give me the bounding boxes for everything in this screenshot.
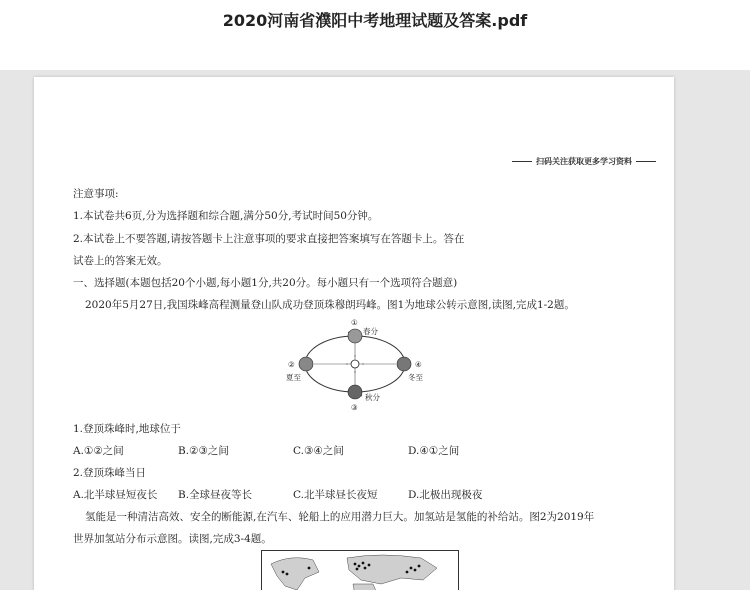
- notice-item-1: 1.本试卷共6页,分为选择题和综合题,满分50分,考试时间50分钟。: [73, 210, 379, 222]
- title-bar: [0, 0, 750, 70]
- summer-solstice-label: 夏至: [286, 373, 301, 382]
- q2-stem: 2.登顶珠峰当日: [73, 467, 147, 479]
- q1-stem: 1.登顶珠峰时,地球位于: [73, 423, 181, 435]
- header-note: 扫码关注获取更多学习资料: [536, 157, 632, 166]
- q1-option-d: D.④①之间: [408, 445, 460, 457]
- intro-paragraph-2-line-1: 氢能是一种清洁高效、安全的断能源,在汽车、轮船上的应用潜力巨大。加氢站是氢能的补给站。图2为2019年: [85, 511, 595, 523]
- earth-spring-icon: [348, 329, 362, 343]
- notice-heading: 注意事项:: [73, 188, 119, 200]
- pdf-page: [34, 77, 674, 590]
- notice-item-2-continued: 试卷上的答案无效。: [73, 255, 168, 267]
- q1-option-b: B.②③之间: [178, 445, 229, 457]
- position-4-label: ④: [415, 360, 422, 369]
- position-3-label: ③: [351, 403, 358, 412]
- earth-summer-icon: [299, 357, 313, 371]
- winter-solstice-label: 冬至: [408, 373, 423, 382]
- q2-option-d: D.北极出现极夜: [408, 489, 483, 501]
- header-rule-left: [512, 161, 532, 162]
- section-title: 一、选择题(本题包括20个小题,每小题1分,共20分。每小题只有一个选项符合题意): [73, 277, 458, 289]
- autumn-equinox-label: 秋分: [365, 393, 380, 402]
- sun-icon: [351, 360, 359, 368]
- q1-option-c: C.③④之间: [293, 445, 344, 457]
- spring-equinox-label: 春分: [363, 327, 378, 336]
- pdf-viewer[interactable]: [0, 70, 750, 590]
- eurasia-shape: [347, 555, 437, 584]
- earth-orbit-figure: [282, 317, 432, 413]
- page-header: [512, 156, 656, 167]
- header-rule-right: [636, 161, 656, 162]
- document-title: 2020河南省濮阳中考地理试题及答案.pdf: [222, 11, 528, 30]
- world-map-figure: [261, 550, 459, 590]
- position-2-label: ②: [288, 360, 295, 369]
- q2-option-b: B.全球昼夜等长: [178, 489, 253, 501]
- earth-winter-icon: [397, 357, 411, 371]
- position-1-label: ①: [351, 318, 358, 327]
- q1-option-a: A.①②之间: [73, 445, 124, 457]
- earth-autumn-icon: [348, 385, 362, 399]
- q2-option-c: C.北半球昼长夜短: [293, 489, 378, 501]
- intro-paragraph-1: 2020年5月27日,我国珠峰高程测量登山队成功登顶珠穆朗玛峰。图1为地球公转示意图,读图,完成1-2题。: [85, 299, 575, 311]
- notice-item-2: 2.本试卷上不要答题,请按答题卡上注意事项的要求直接把答案填写在答题卡上。答在: [73, 233, 465, 245]
- intro-paragraph-2-line-2: 世界加氢站分布示意图。读图,完成3-4题。: [73, 533, 272, 545]
- q2-option-a: A.北半球昼短夜长: [73, 489, 158, 501]
